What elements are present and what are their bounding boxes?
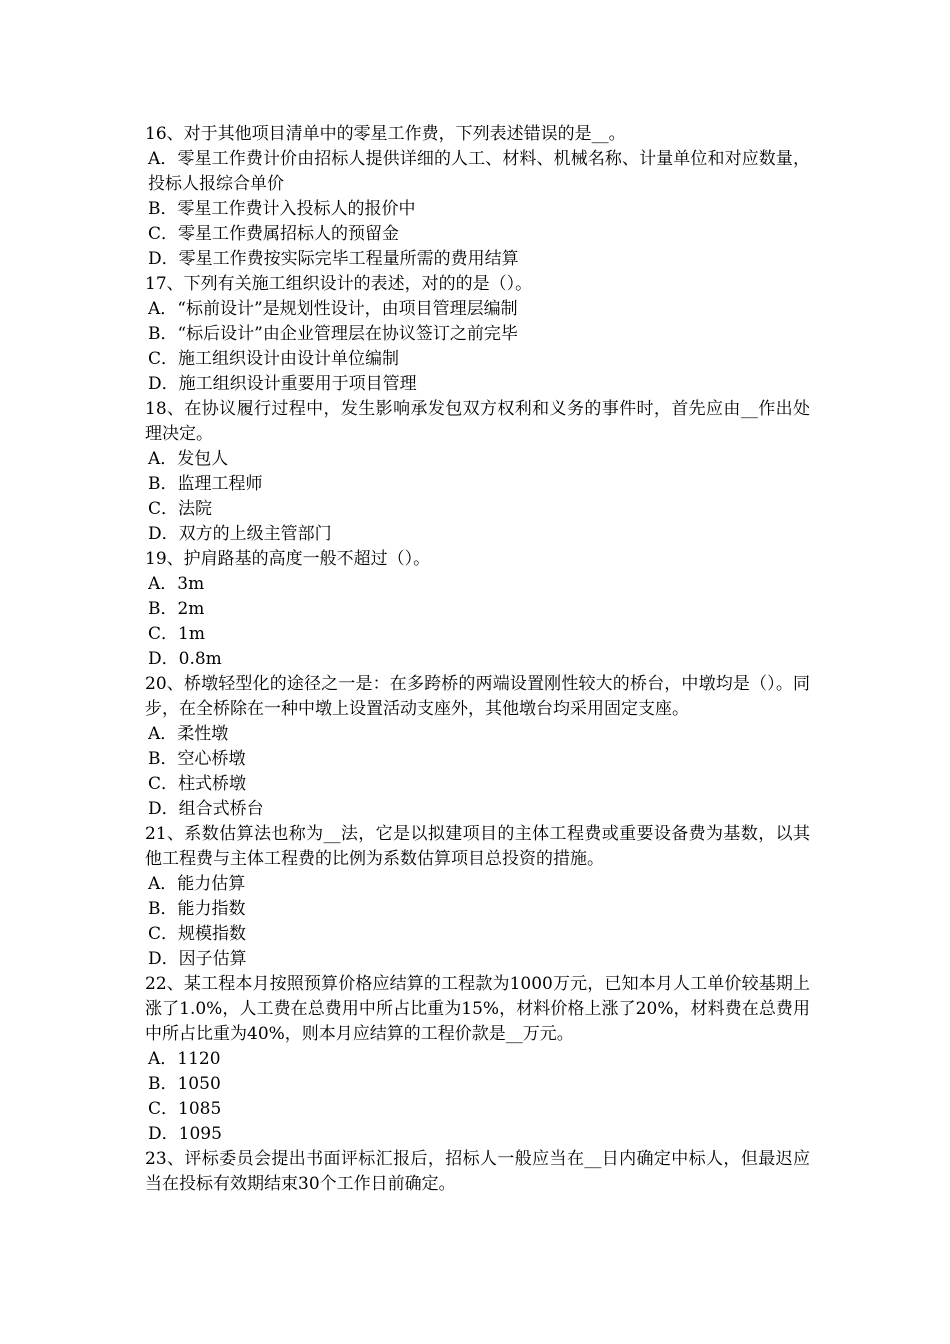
option-b: B．空心桥墩 bbox=[148, 749, 246, 769]
option-a: A．柔性墩 bbox=[148, 724, 229, 744]
question-18 bbox=[145, 397, 810, 547]
option-c: C．法院 bbox=[148, 499, 213, 519]
option-c: C．柱式桥墩 bbox=[148, 774, 247, 794]
question-16 bbox=[145, 122, 810, 272]
option-d: D．因子估算 bbox=[148, 949, 247, 969]
option-d: D．组合式桥台 bbox=[148, 799, 264, 819]
question-stem: 23、评标委员会提出书面评标汇报后，招标人一般应当在__日内确定中标人，但最迟应当在投标有效期结束30个工作日前确定。 bbox=[145, 1149, 810, 1194]
question-21 bbox=[145, 822, 810, 972]
question-19 bbox=[145, 547, 810, 672]
option-d: D．0.8m bbox=[148, 649, 222, 669]
option-c: C．零星工作费属招标人的预留金 bbox=[148, 224, 400, 244]
question-stem: 21、系数估算法也称为__法，它是以拟建项目的主体工程费或重要设备费为基数，以其他工程费与主体工程费的比例为系数估算项目总投资的措施。 bbox=[145, 824, 810, 869]
option-b: B．能力指数 bbox=[148, 899, 246, 919]
option-a: A．能力估算 bbox=[148, 874, 246, 894]
option-d: D．施工组织设计重要用于项目管理 bbox=[148, 374, 417, 394]
option-a: A．“标前设计”是规划性设计，由项目管理层编制 bbox=[148, 299, 518, 319]
option-d: D．双方的上级主管部门 bbox=[148, 524, 332, 544]
option-b: B．监理工程师 bbox=[148, 474, 263, 494]
question-stem: 20、桥墩轻型化的途径之一是：在多跨桥的两端设置刚性较大的桥台，中墩均是（）。同步，在全桥除在一种中墩上设置活动支座外，其他墩台均采用固定支座。 bbox=[145, 674, 810, 719]
option-c: C．规模指数 bbox=[148, 924, 247, 944]
question-stem: 22、某工程本月按照预算价格应结算的工程款为1000万元，已知本月人工单价较基期上涨了1.0%，人工费在总费用中所占比重为15%，材料价格上涨了20%，材料费在总费用中所占比重为40%，则本月应结算的工程价款是__万元。 bbox=[145, 974, 810, 1044]
question-list bbox=[145, 122, 810, 1197]
question-22 bbox=[145, 972, 810, 1147]
question-stem: 17、下列有关施工组织设计的表述，对的的是（）。 bbox=[145, 274, 533, 294]
question-stem: 19、护肩路基的高度一般不超过（）。 bbox=[145, 549, 431, 569]
option-c: C．1m bbox=[148, 624, 205, 644]
question-stem: 16、对于其他项目清单中的零星工作费，下列表述错误的是__。 bbox=[145, 124, 626, 144]
option-c: C．1085 bbox=[148, 1099, 222, 1119]
option-d: D．零星工作费按实际完毕工程量所需的费用结算 bbox=[148, 249, 519, 269]
question-stem: 18、在协议履行过程中，发生影响承发包双方权利和义务的事件时，首先应由__作出处理决定。 bbox=[145, 399, 810, 444]
option-a: A．3m bbox=[148, 574, 205, 594]
option-a: A．零星工作费计价由招标人提供详细的人工、材料、机械名称、计量单位和对应数量，投标人报综合单价 bbox=[148, 149, 810, 194]
option-b: B．零星工作费计入投标人的报价中 bbox=[148, 199, 416, 219]
option-b: B．2m bbox=[148, 599, 205, 619]
option-b: B．1050 bbox=[148, 1074, 221, 1094]
question-23 bbox=[145, 1147, 810, 1197]
option-a: A．发包人 bbox=[148, 449, 229, 469]
option-c: C．施工组织设计由设计单位编制 bbox=[148, 349, 400, 369]
question-20 bbox=[145, 672, 810, 822]
option-b: B．“标后设计”由企业管理层在协议签订之前完毕 bbox=[148, 324, 518, 344]
option-d: D．1095 bbox=[148, 1124, 222, 1144]
question-17 bbox=[145, 272, 810, 397]
option-a: A．1120 bbox=[148, 1049, 221, 1069]
